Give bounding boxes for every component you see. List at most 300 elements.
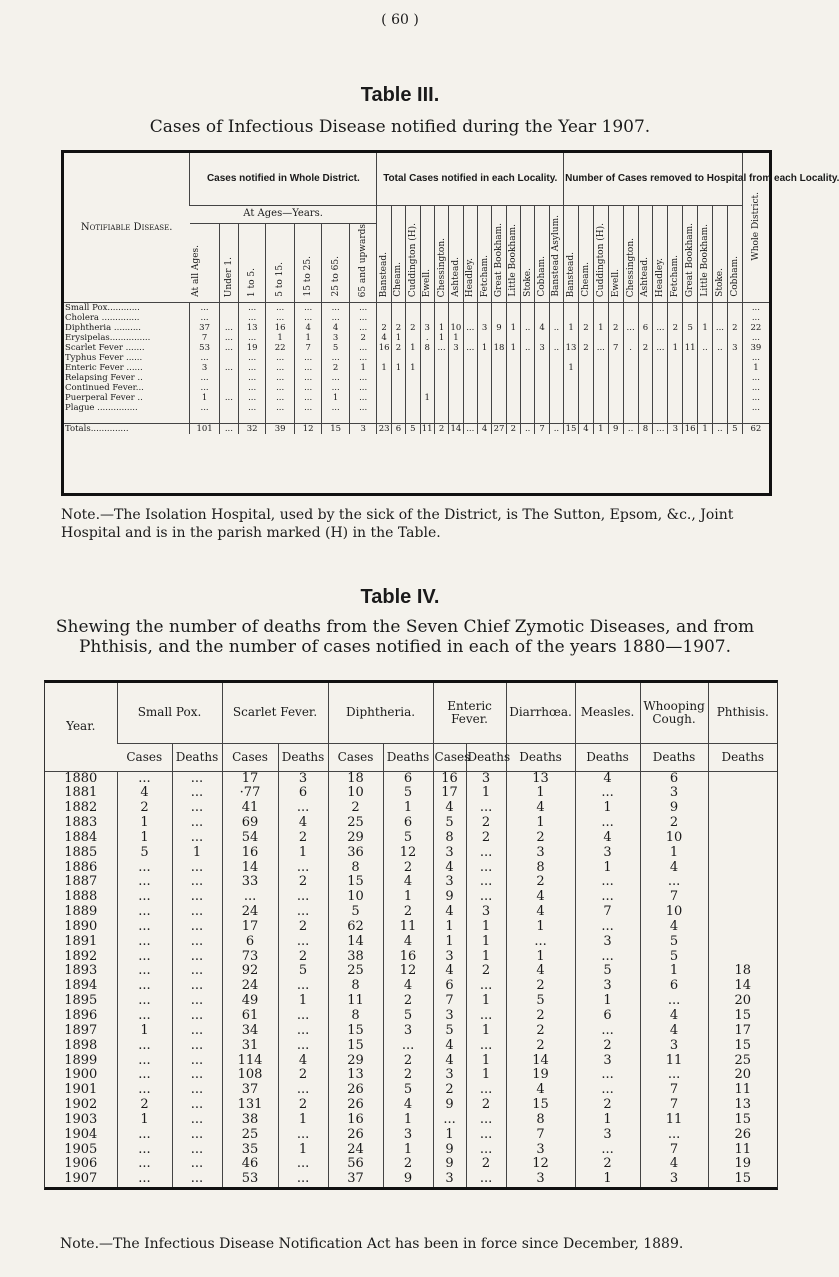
cell — [521, 333, 535, 343]
cell: ... — [294, 313, 321, 323]
cell: 1 — [434, 323, 448, 333]
header-disease-group: Whooping Cough. — [640, 683, 708, 743]
disease-name: Diphtheria .......... — [65, 322, 141, 333]
cell — [521, 383, 535, 393]
cell: .. — [698, 343, 713, 353]
cell — [727, 302, 742, 313]
cell: 10 — [640, 905, 708, 920]
cell: 38 — [328, 950, 383, 965]
table-row — [45, 816, 777, 831]
cell: ... — [575, 816, 640, 831]
cell — [668, 302, 683, 313]
cell: ... — [172, 1157, 222, 1172]
cell — [708, 831, 777, 846]
cell — [593, 302, 608, 313]
cell: ... — [349, 383, 377, 393]
cell: ... — [238, 403, 265, 413]
cell: 26 — [328, 1083, 383, 1098]
header-disease-group: Enteric Fever. — [433, 683, 506, 743]
cell: 4 — [117, 786, 172, 801]
cell: 4 — [535, 323, 549, 333]
cell: 1 — [466, 994, 506, 1009]
cell: 20 — [708, 1068, 777, 1083]
cell — [535, 373, 549, 383]
header-disease-group: Scarlet Fever. — [222, 683, 328, 743]
cell — [406, 373, 420, 383]
cell: 1 — [575, 861, 640, 876]
table-row — [64, 353, 769, 363]
cell: 11 — [328, 994, 383, 1009]
cell: 2 — [383, 861, 433, 876]
year-cell: 1901 — [64, 1082, 98, 1098]
cell: 12 — [506, 1157, 575, 1172]
header-removed-locality: Little Bookham. — [700, 224, 711, 297]
header-locality: Cheam. — [393, 262, 404, 297]
cell: 14 — [450, 423, 462, 434]
cell — [623, 403, 638, 413]
table-row — [45, 890, 777, 905]
cell: 31 — [222, 1039, 278, 1054]
cell — [549, 353, 563, 363]
cell: 7 — [640, 1083, 708, 1098]
cell: 15 — [708, 1113, 777, 1128]
cell — [492, 403, 506, 413]
year-cell: 1888 — [64, 889, 98, 905]
cell — [434, 313, 448, 323]
cell: 5 — [640, 950, 708, 965]
cell — [708, 950, 777, 965]
header-disease-group: Diphtheria. — [328, 683, 433, 743]
cell: ... — [172, 1143, 222, 1158]
cell: 108 — [222, 1068, 278, 1083]
cell — [463, 403, 477, 413]
cell: 3 — [535, 343, 549, 353]
cell: 9 — [608, 423, 623, 434]
header-removed-locality: Great Bookham. — [685, 222, 696, 297]
cell: 32 — [238, 423, 265, 434]
cell: ... — [172, 920, 222, 935]
cell: 46 — [222, 1157, 278, 1172]
cell: 16 — [683, 423, 698, 434]
header-deaths: Deaths — [466, 743, 506, 771]
disease-name: Enteric Fever ...... — [65, 362, 143, 373]
cell — [391, 302, 405, 313]
cell — [608, 403, 623, 413]
cell: 24 — [222, 905, 278, 920]
cell: 17 — [708, 1024, 777, 1039]
cell: 4 — [640, 861, 708, 876]
disease-name: Typhus Fever ...... — [65, 352, 143, 363]
cell: ... — [278, 905, 328, 920]
cell: ... — [172, 816, 222, 831]
cell: ... — [172, 1009, 222, 1024]
cell — [449, 413, 463, 424]
cell: 4 — [575, 771, 640, 786]
header-age-col: 15 to 25. — [303, 256, 314, 297]
table-row — [64, 383, 769, 393]
cell: 11 — [708, 1143, 777, 1158]
cell: 11 — [683, 343, 698, 353]
cell — [698, 383, 713, 393]
disease-name: Erysipelas............... — [65, 332, 151, 343]
cell: ... — [172, 1039, 222, 1054]
disease-name: Continued Fever... — [65, 382, 144, 393]
cell — [727, 413, 742, 424]
cell: 7 — [575, 905, 640, 920]
table-row — [45, 920, 777, 935]
cell: ... — [278, 1172, 328, 1187]
cell: 2 — [278, 1098, 328, 1113]
cell — [564, 353, 579, 363]
cell: 14 — [222, 861, 278, 876]
cell: 2 — [383, 1157, 433, 1172]
header-removed-locality: Ashtead. — [640, 257, 651, 297]
cell: 1 — [575, 994, 640, 1009]
cell: 6 — [640, 979, 708, 994]
cell: ... — [278, 1024, 328, 1039]
header-cases: Cases — [433, 743, 466, 771]
cell — [593, 363, 608, 373]
cell — [492, 363, 506, 373]
cell — [653, 413, 668, 424]
cell: 1 — [575, 1113, 640, 1128]
cell: 6 — [638, 323, 653, 333]
cell — [521, 413, 535, 424]
header-removed-locality: Stoke. — [714, 268, 725, 297]
cell: 1 — [433, 920, 466, 935]
cell — [219, 403, 238, 413]
cell: .. — [521, 323, 535, 333]
cell: ... — [575, 890, 640, 905]
cell: 26 — [328, 1128, 383, 1143]
cell — [506, 373, 520, 383]
cell — [638, 383, 653, 393]
cell: ... — [349, 313, 377, 323]
cell: 16 — [378, 342, 390, 353]
cell — [449, 363, 463, 373]
cell — [391, 413, 405, 424]
cell: 33 — [222, 875, 278, 890]
cell — [463, 413, 477, 424]
cell: ... — [466, 846, 506, 861]
cell: 2 — [506, 423, 520, 434]
year-cell: 1906 — [64, 1156, 98, 1172]
header-deaths: Deaths — [506, 743, 575, 771]
cell: 15 — [708, 1172, 777, 1187]
cell: .. — [521, 343, 535, 353]
cell: 2 — [383, 905, 433, 920]
cell: 3 — [190, 363, 220, 373]
cell: 1 — [466, 786, 506, 801]
cell — [608, 363, 623, 373]
cell: 5 — [640, 935, 708, 950]
cell — [593, 353, 608, 363]
table-row — [64, 302, 769, 313]
cell: ... — [434, 343, 448, 353]
cell — [377, 413, 391, 424]
cell — [698, 302, 713, 313]
cell: ... — [266, 302, 295, 313]
cell: 1 — [391, 363, 405, 373]
cell — [549, 302, 563, 313]
cell: .. — [549, 423, 563, 434]
cell: 62 — [328, 920, 383, 935]
cell: ... — [278, 1157, 328, 1172]
header-deaths: Deaths — [640, 743, 708, 771]
header-removed-locality: Cuddington (H). — [595, 222, 606, 297]
cell — [521, 403, 535, 413]
year-cell: 1907 — [64, 1171, 98, 1187]
cell — [535, 383, 549, 393]
cell — [564, 383, 579, 393]
cell — [638, 302, 653, 313]
cell: ... — [294, 363, 321, 373]
cell: ... — [278, 861, 328, 876]
cell — [506, 353, 520, 363]
cell — [608, 313, 623, 323]
cell — [434, 363, 448, 373]
cell: 1 — [466, 935, 506, 950]
page-number: ( 60 ) — [381, 12, 419, 28]
cell: 1 — [593, 423, 608, 434]
cell: 15 — [708, 1039, 777, 1054]
table-row — [45, 994, 777, 1009]
year-cell: 1905 — [64, 1141, 98, 1157]
cell — [727, 333, 742, 343]
cell: 1 — [742, 363, 769, 373]
cell: 2 — [727, 323, 742, 333]
cell — [391, 373, 405, 383]
cell: 2 — [383, 1068, 433, 1083]
cell: 4 — [294, 323, 321, 333]
table-row — [64, 393, 769, 403]
cell: ... — [219, 343, 238, 353]
cell: 11 — [421, 423, 433, 434]
cell: ... — [219, 333, 238, 343]
cell — [683, 393, 698, 403]
cell: 38 — [222, 1113, 278, 1128]
cell: ... — [278, 1128, 328, 1143]
cell — [377, 373, 391, 383]
cell — [593, 373, 608, 383]
cell — [713, 403, 728, 413]
cell — [506, 333, 520, 343]
cell: 49 — [222, 994, 278, 1009]
cell: ... — [278, 801, 328, 816]
cell: ... — [349, 393, 377, 403]
cell: 1 — [117, 831, 172, 846]
cell: 26 — [708, 1128, 777, 1143]
cell: ... — [742, 393, 769, 403]
cell — [477, 353, 491, 363]
cell: .. — [623, 423, 638, 434]
cell: 1 — [575, 1172, 640, 1187]
cell — [406, 383, 420, 393]
cell: 2 — [578, 343, 593, 353]
cell: 2 — [377, 323, 391, 333]
cell — [578, 383, 593, 393]
cell: 7 — [608, 343, 623, 353]
disease-name: Scarlet Fever ....... — [65, 342, 145, 353]
cell — [463, 363, 477, 373]
cell: ... — [349, 302, 377, 313]
cell — [668, 333, 683, 343]
cell: ... — [640, 994, 708, 1009]
cell: 1 — [640, 846, 708, 861]
header-removed-locality: Banstead. — [566, 251, 577, 297]
cell: 11 — [708, 1083, 777, 1098]
table-row — [45, 1172, 777, 1187]
cell: 2 — [383, 1054, 433, 1069]
cell — [623, 302, 638, 313]
cell: 17 — [222, 920, 278, 935]
cell: 8 — [506, 1113, 575, 1128]
cell: 1 — [466, 1024, 506, 1039]
cell: ·77 — [222, 786, 278, 801]
cell: ... — [172, 935, 222, 950]
cell — [477, 403, 491, 413]
cell: ... — [266, 403, 295, 413]
cell: ... — [278, 935, 328, 950]
cell — [219, 353, 238, 363]
cell — [406, 393, 420, 403]
cell — [608, 333, 623, 343]
cell — [420, 363, 434, 373]
cell — [564, 313, 579, 323]
cell — [549, 403, 563, 413]
cell: 3 — [433, 1172, 466, 1187]
cell: 4 — [477, 423, 491, 434]
cell: 5 — [683, 323, 698, 333]
year-cell: 1899 — [64, 1052, 98, 1068]
year-cell: 1900 — [64, 1067, 98, 1083]
cell: ... — [117, 964, 172, 979]
cell: 1 — [406, 363, 420, 373]
year-cell: 1898 — [64, 1037, 98, 1053]
cell: 3 — [349, 423, 377, 434]
cell — [668, 403, 683, 413]
cell: 4 — [433, 1054, 466, 1069]
cell: 19 — [238, 343, 265, 353]
cell — [653, 302, 668, 313]
cell — [593, 413, 608, 424]
cell: 1 — [593, 323, 608, 333]
cell — [377, 383, 391, 393]
table-row — [45, 935, 777, 950]
cell: ... — [294, 383, 321, 393]
cell: 1 — [433, 935, 466, 950]
cell: 2 — [506, 1009, 575, 1024]
table4-frame — [44, 680, 778, 1190]
cell — [463, 302, 477, 313]
cell: ... — [172, 801, 222, 816]
table4-title: Table IV. — [360, 586, 440, 608]
table-row — [45, 1068, 777, 1083]
cell: 5 — [278, 964, 328, 979]
cell: 4 — [433, 905, 466, 920]
cell — [420, 403, 434, 413]
cell: ... — [623, 323, 638, 333]
cell — [578, 353, 593, 363]
cell — [477, 413, 491, 424]
cell: ... — [466, 979, 506, 994]
table-row — [45, 875, 777, 890]
cell — [294, 413, 321, 424]
cell: 13 — [708, 1098, 777, 1113]
cell: 4 — [640, 1024, 708, 1039]
header-locality: Stoke. — [522, 268, 533, 297]
cell: ... — [172, 1172, 222, 1187]
cell — [219, 313, 238, 323]
cell: ... — [575, 1068, 640, 1083]
cell: ... — [640, 1128, 708, 1143]
cell: 2 — [322, 363, 349, 373]
cell: 61 — [222, 1009, 278, 1024]
table-row — [45, 801, 777, 816]
header-locality: Cobham. — [537, 256, 548, 297]
header-locality: Fetcham. — [479, 254, 490, 297]
cell — [406, 333, 420, 343]
cell: 53 — [190, 343, 220, 353]
cell: 15 — [708, 1009, 777, 1024]
cell — [683, 413, 698, 424]
cell: ... — [278, 890, 328, 905]
cell: ... — [266, 393, 295, 403]
header-locality: Chessington. — [436, 237, 447, 297]
cell: 12 — [383, 846, 433, 861]
cell: 1 — [506, 816, 575, 831]
cell — [713, 333, 728, 343]
cell: ... — [266, 383, 295, 393]
cell: 4 — [433, 1039, 466, 1054]
cell — [593, 333, 608, 343]
cell: 7 — [640, 890, 708, 905]
cell: 2 — [278, 831, 328, 846]
cell: 39 — [266, 423, 295, 434]
cell — [698, 373, 713, 383]
cell: ... — [653, 323, 668, 333]
header-locality: Cuddington (H). — [407, 222, 418, 297]
cell: 1 — [383, 1143, 433, 1158]
cell — [549, 333, 563, 343]
cell: 9 — [492, 323, 506, 333]
cell — [727, 373, 742, 383]
cell: 1 — [349, 363, 377, 373]
cell — [668, 353, 683, 363]
year-cell: 1884 — [64, 829, 98, 845]
table4-body — [45, 771, 777, 1187]
cell: ... — [466, 1128, 506, 1143]
cell — [683, 313, 698, 323]
cell: 1 — [668, 343, 683, 353]
cell: ... — [294, 302, 321, 313]
cell: 35 — [222, 1143, 278, 1158]
cell — [653, 313, 668, 323]
cell: ... — [172, 1128, 222, 1143]
cell — [727, 383, 742, 393]
header-cases: Cases — [117, 743, 172, 771]
cell — [698, 353, 713, 363]
cell — [668, 393, 683, 403]
cell — [449, 393, 463, 403]
table-row — [64, 333, 769, 343]
cell: 2 — [608, 323, 623, 333]
cell: 3 — [640, 786, 708, 801]
cell: 9 — [433, 1157, 466, 1172]
cell: 15 — [322, 423, 349, 434]
cell: ... — [466, 890, 506, 905]
cell — [564, 333, 579, 343]
